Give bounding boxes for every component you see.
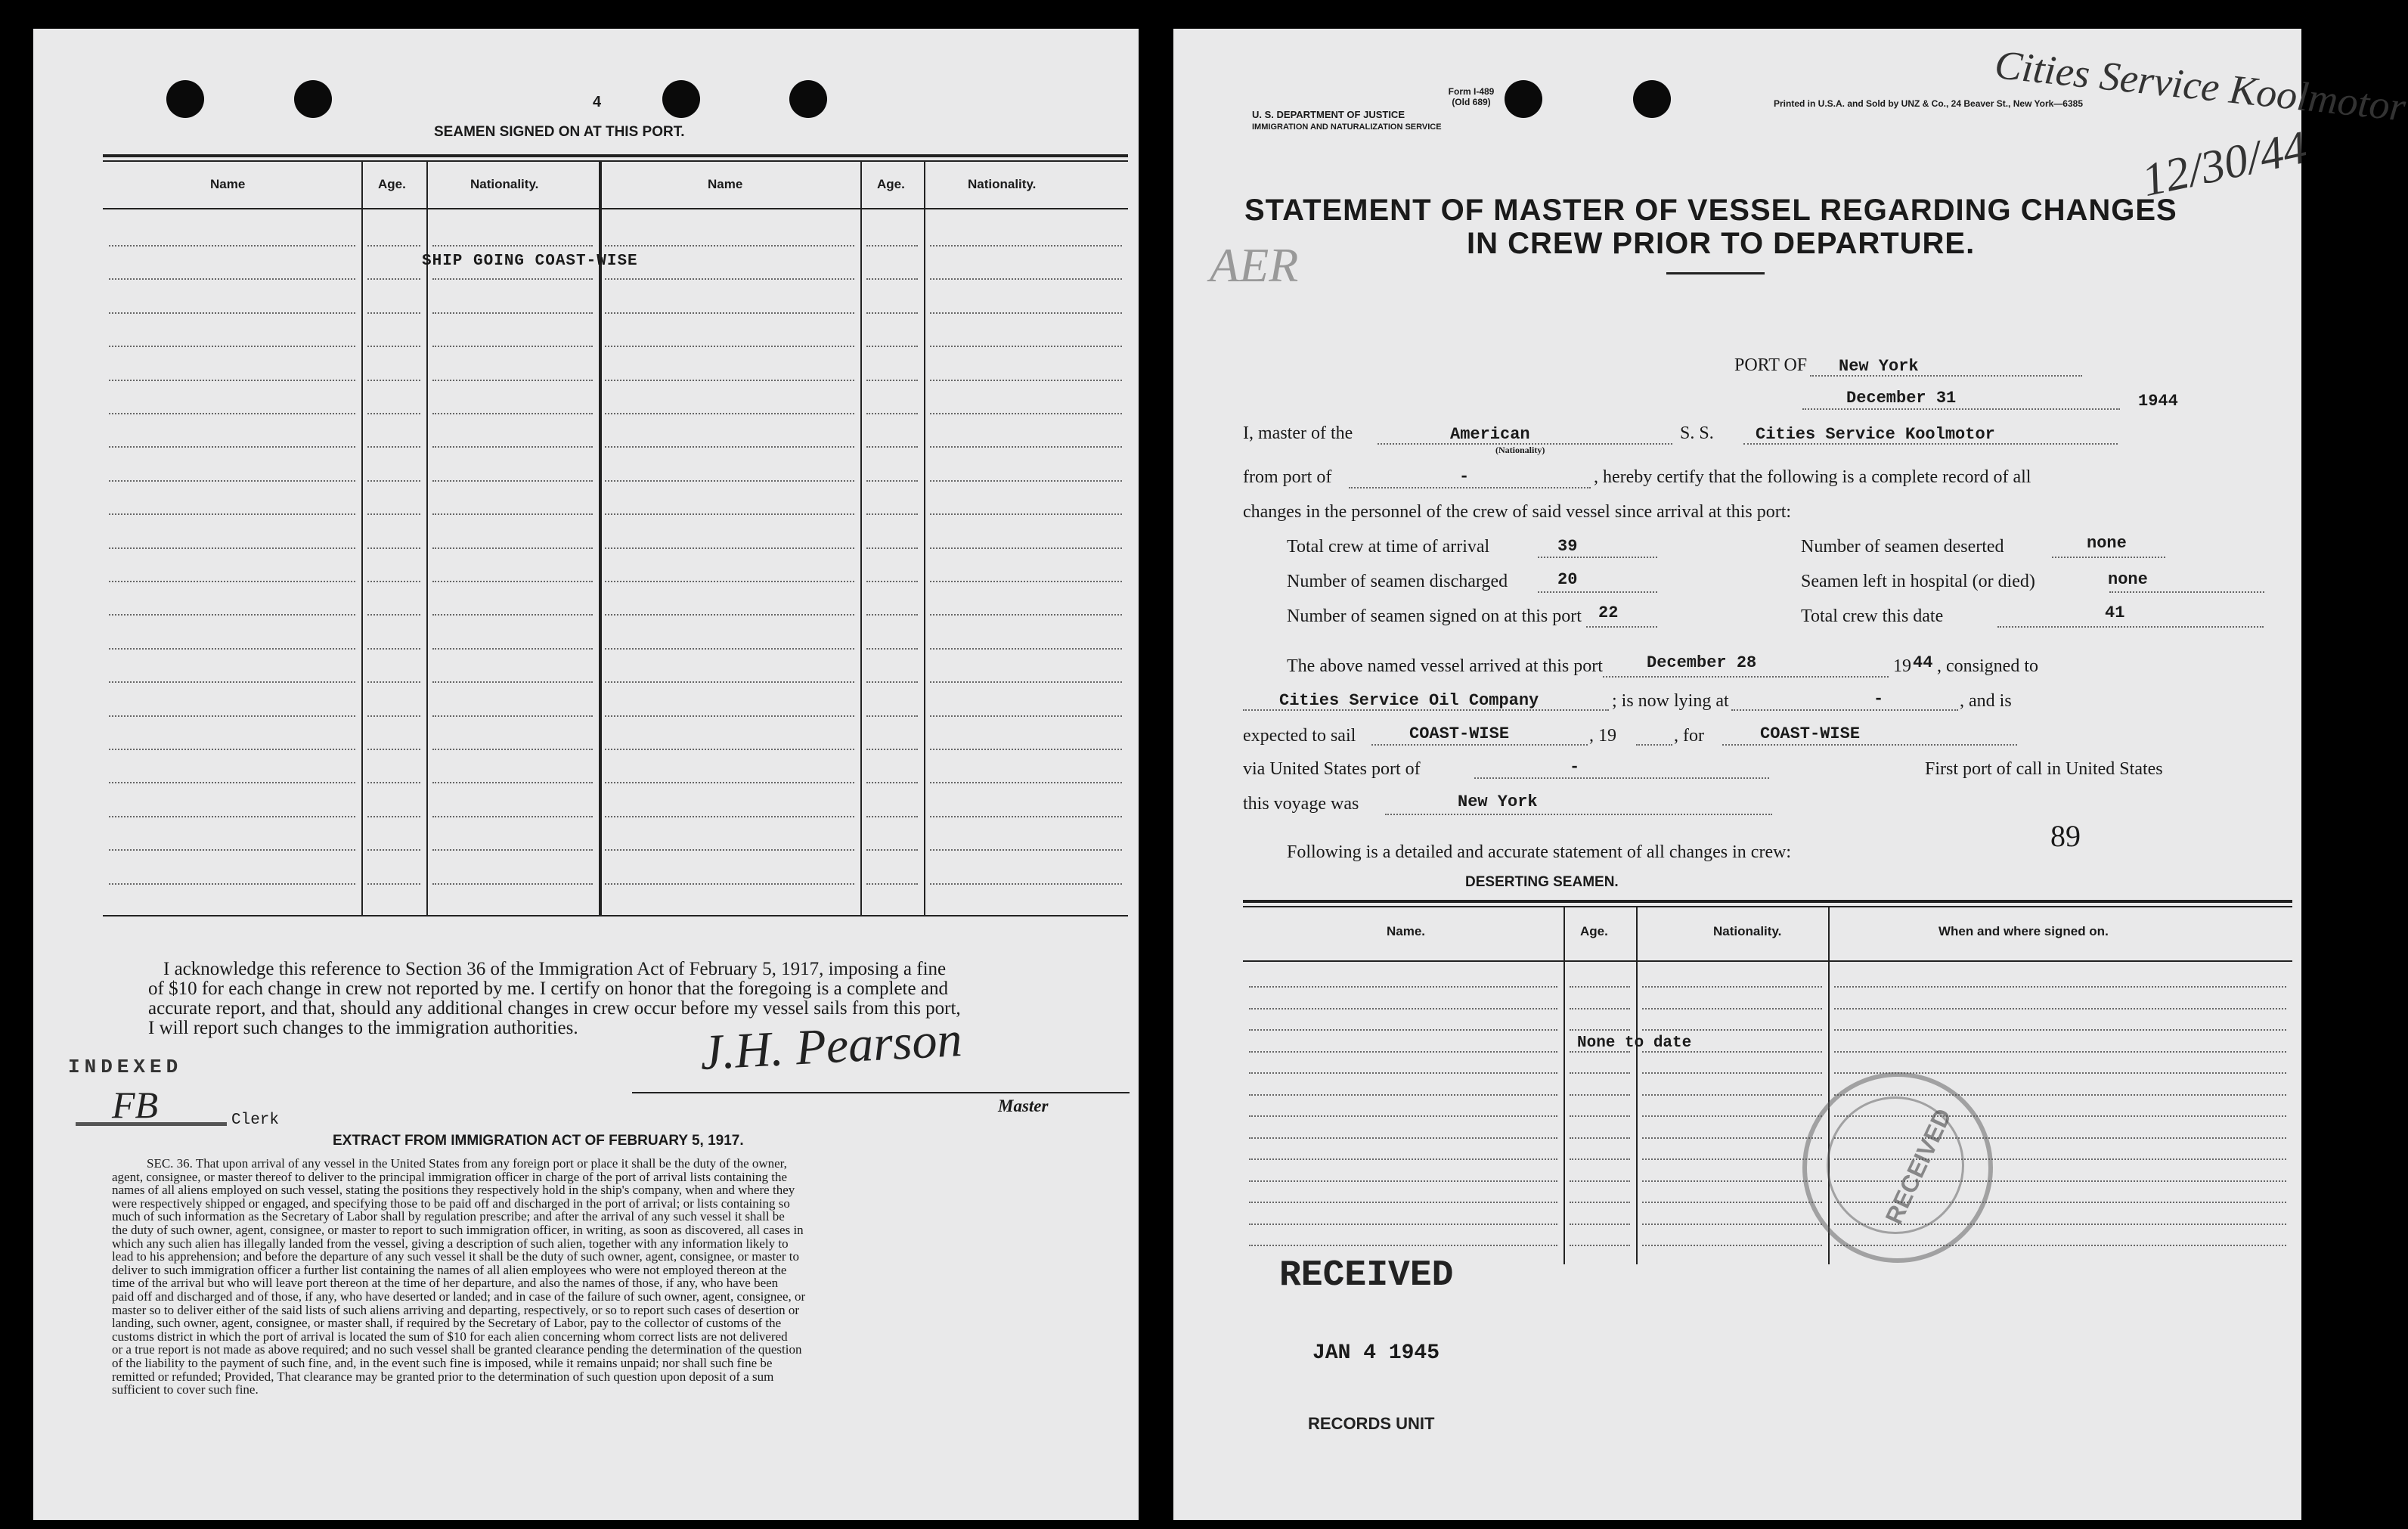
table-row-line bbox=[109, 581, 355, 582]
table-row-line bbox=[1249, 986, 1557, 988]
table-row-line bbox=[866, 513, 918, 515]
table-row-line bbox=[367, 614, 420, 616]
table-row-line bbox=[1249, 1029, 1557, 1031]
and-is-label: , and is bbox=[1960, 691, 2012, 711]
master-label: Master bbox=[998, 1096, 1049, 1115]
table-row-line bbox=[432, 581, 593, 582]
table-row-line bbox=[367, 312, 420, 314]
table-row-line bbox=[930, 446, 1122, 448]
table-row-line bbox=[866, 380, 918, 381]
table-row-line bbox=[1642, 1202, 1822, 1203]
table-row-line bbox=[432, 245, 593, 247]
extract-title: EXTRACT FROM IMMIGRATION ACT OF FEBRUARY 5, 1917. bbox=[333, 1133, 744, 1149]
column-header-age: Age. bbox=[1580, 924, 1608, 938]
deserting-title: DESERTING SEAMEN. bbox=[1465, 874, 1619, 890]
table-row-line bbox=[930, 480, 1122, 482]
table-row-line bbox=[432, 782, 593, 783]
table-row-line bbox=[1249, 1072, 1557, 1074]
table-row-line bbox=[367, 513, 420, 515]
voyage-label: this voyage was bbox=[1243, 794, 1359, 814]
table-row-line bbox=[866, 648, 918, 650]
table-row-line bbox=[367, 245, 420, 247]
form-old-number: (Old 689) bbox=[1452, 97, 1491, 107]
table-row-line bbox=[432, 480, 593, 482]
voyage-value: New York bbox=[1458, 792, 1538, 811]
sail-year-label: , 19 bbox=[1589, 726, 1616, 746]
table-row-line bbox=[605, 614, 854, 616]
extract-line: customs district in which the port of arrival is located the sum of $10 for each alien concerning whom correct lists are not delivered bbox=[112, 1329, 788, 1344]
table-row-line bbox=[605, 446, 854, 448]
table-row-line bbox=[930, 547, 1122, 549]
consignee-value: Cities Service Oil Company bbox=[1279, 691, 1539, 710]
ss-label: S. S. bbox=[1680, 423, 1714, 443]
deserted-label: Number of seamen deserted bbox=[1801, 537, 2004, 557]
table-row-line bbox=[109, 278, 355, 280]
for-label: , for bbox=[1674, 726, 1704, 746]
table-row-line bbox=[930, 883, 1122, 885]
table-row-line bbox=[1570, 1202, 1630, 1203]
table-row-line bbox=[866, 715, 918, 717]
table-row-line bbox=[866, 413, 918, 414]
table-row-line bbox=[109, 380, 355, 381]
column-header-age: Age. bbox=[378, 177, 406, 191]
arrived-year-prefix: 19 bbox=[1893, 656, 1911, 676]
table-row-line bbox=[1570, 1224, 1630, 1225]
table-row-line bbox=[866, 614, 918, 616]
form-title-line-1: STATEMENT OF MASTER OF VESSEL REGARDING CHANGES bbox=[1244, 194, 2177, 227]
table-row-line bbox=[367, 278, 420, 280]
table-row-line bbox=[432, 547, 593, 549]
table-row-line bbox=[1570, 1094, 1630, 1096]
changes-text: changes in the personnel of the crew of said vessel since arrival at this port: bbox=[1243, 502, 1792, 522]
table-row-line bbox=[1249, 1158, 1557, 1160]
table-row-line bbox=[866, 749, 918, 750]
table-row-line bbox=[605, 380, 854, 381]
table-row-line bbox=[367, 547, 420, 549]
table-row-line bbox=[1834, 1029, 2286, 1031]
table-row-line bbox=[605, 681, 854, 683]
nationality-caption: (Nationality) bbox=[1495, 445, 1545, 455]
extract-line: names of all aliens employed on such vessel, stating the positions they respectively hold in the ship's company, when and where they bbox=[112, 1183, 795, 1198]
total-date-value: 41 bbox=[2105, 603, 2125, 622]
table-row-line bbox=[605, 648, 854, 650]
table-row-line bbox=[109, 816, 355, 817]
table-row-line bbox=[605, 715, 854, 717]
table-row-line bbox=[1834, 986, 2286, 988]
table-row-line bbox=[930, 849, 1122, 851]
extract-line: were respectively shipped or engaged, and specifying those to be paid off and discharged in the port of arrival; or lists containing so bbox=[112, 1196, 790, 1211]
table-row-line bbox=[930, 380, 1122, 381]
table-row-line bbox=[866, 547, 918, 549]
table-row-line bbox=[109, 413, 355, 414]
table-row-line bbox=[605, 547, 854, 549]
lying-label: ; is now lying at bbox=[1612, 691, 1729, 711]
nationality-value: American bbox=[1450, 425, 1530, 444]
arrived-date: December 28 bbox=[1647, 653, 1757, 672]
table-row-line bbox=[109, 547, 355, 549]
form-number: Form I-489 bbox=[1448, 86, 1495, 97]
table-row-line bbox=[367, 749, 420, 750]
table-row-line bbox=[1570, 1008, 1630, 1010]
total-crew-label: Total crew at time of arrival bbox=[1287, 537, 1490, 557]
table-row-line bbox=[1570, 1245, 1630, 1246]
table-row-line bbox=[866, 681, 918, 683]
column-header-name: Name bbox=[210, 177, 246, 191]
table-row-line bbox=[866, 245, 918, 247]
signed-on-label: Number of seamen signed on at this port bbox=[1287, 606, 1582, 626]
clerk-label: Clerk bbox=[231, 1112, 280, 1129]
table-row-line bbox=[1642, 1115, 1822, 1117]
table-row-line bbox=[930, 782, 1122, 783]
table-row-line bbox=[109, 782, 355, 783]
table-row-line bbox=[1570, 1137, 1630, 1139]
table-row-line bbox=[1249, 1051, 1557, 1053]
received-date: JAN 4 1945 bbox=[1312, 1341, 1440, 1365]
arrived-label: The above named vessel arrived at this port bbox=[1287, 656, 1603, 676]
table-row-line bbox=[1249, 1180, 1557, 1182]
table-row-line bbox=[1249, 1094, 1557, 1096]
acknowledgement-line: accurate report, and that, should any additional changes in crew occur before my vessel sails from this port, bbox=[148, 998, 961, 1019]
department: U. S. DEPARTMENT OF JUSTICE bbox=[1252, 109, 1405, 120]
extract-line: master so to deliver either of the said lists of such aliens arriving and departing, respectively, or so to report such cases of desertion or bbox=[112, 1302, 800, 1317]
deserted-value: none bbox=[2087, 534, 2127, 553]
indexed-stamp: INDEXED bbox=[68, 1056, 183, 1078]
table-row-line bbox=[1834, 1008, 2286, 1010]
for-value: COAST-WISE bbox=[1760, 724, 1861, 743]
left-page bbox=[33, 29, 1139, 1520]
none-to-date-note: None to date bbox=[1577, 1034, 1692, 1052]
table-row-line bbox=[605, 581, 854, 582]
discharged-value: 20 bbox=[1557, 570, 1578, 589]
from-port-label: from port of bbox=[1243, 467, 1332, 487]
hospital-label: Seamen left in hospital (or died) bbox=[1801, 572, 2035, 591]
table-row-line bbox=[367, 346, 420, 347]
column-header-when-where: When and where signed on. bbox=[1938, 924, 2109, 938]
table-row-line bbox=[432, 278, 593, 280]
table-row-line bbox=[432, 446, 593, 448]
table-row-line bbox=[109, 849, 355, 851]
table-row-line bbox=[1570, 986, 1630, 988]
table-row-line bbox=[930, 245, 1122, 247]
arrived-year: 44 bbox=[1913, 653, 1933, 672]
master-signature: J.H. Pearson bbox=[699, 1011, 964, 1081]
column-header-nationality: Nationality. bbox=[470, 177, 539, 191]
table-row-line bbox=[930, 816, 1122, 817]
table-row-line bbox=[432, 816, 593, 817]
table-row-line bbox=[1642, 1094, 1822, 1096]
table-row-line bbox=[605, 816, 854, 817]
table-row-line bbox=[930, 749, 1122, 750]
discharged-label: Number of seamen discharged bbox=[1287, 572, 1508, 591]
table-row-line bbox=[367, 581, 420, 582]
following-label: Following is a detailed and accurate statement of all changes in crew: bbox=[1287, 842, 1792, 862]
section-title: SEAMEN SIGNED ON AT THIS PORT. bbox=[434, 124, 685, 140]
table-row-line bbox=[866, 346, 918, 347]
consigned-label: , consigned to bbox=[1937, 656, 2038, 676]
expected-label: expected to sail bbox=[1243, 726, 1356, 746]
table-row-line bbox=[605, 513, 854, 515]
extract-line: time of the arrival but who will leave port thereon at the time of her departure, and also the names of those, if any, who have been bbox=[112, 1276, 779, 1291]
right-page bbox=[1173, 29, 2408, 1520]
port-value: New York bbox=[1839, 357, 1919, 376]
table-row-line bbox=[109, 446, 355, 448]
table-row-line bbox=[605, 278, 854, 280]
table-row-line bbox=[109, 614, 355, 616]
column-header-nationality: Nationality. bbox=[1713, 924, 1782, 938]
table-row-line bbox=[930, 513, 1122, 515]
table-row-line bbox=[1570, 1158, 1630, 1160]
table-row-line bbox=[1642, 1224, 1822, 1225]
table-row-line bbox=[432, 312, 593, 314]
table-row-line bbox=[866, 278, 918, 280]
from-port-value: - bbox=[1459, 467, 1470, 486]
total-crew-value: 39 bbox=[1557, 537, 1578, 556]
date-value: December 31 bbox=[1846, 389, 1957, 408]
table-row-line bbox=[432, 749, 593, 750]
table-row-line bbox=[605, 480, 854, 482]
handwritten-date: 12/30/44 bbox=[2137, 121, 2312, 207]
table-row-line bbox=[1834, 1051, 2286, 1053]
hospital-value: none bbox=[2108, 570, 2148, 589]
table-row-line bbox=[1249, 1224, 1557, 1225]
table-row-line bbox=[367, 715, 420, 717]
table-row-line bbox=[432, 346, 593, 347]
table-row-line bbox=[605, 245, 854, 247]
table-row-line bbox=[367, 849, 420, 851]
table-row-line bbox=[1249, 1202, 1557, 1203]
extract-line: or a true report is not made as above required; and no such vessel shall be granted clearance pending the determination of the question bbox=[112, 1342, 802, 1357]
extract-line: deliver to such immigration officer a further list containing the names of all alien employees who were not employed thereon at the bbox=[112, 1262, 787, 1277]
column-header-age: Age. bbox=[877, 177, 905, 191]
port-label: PORT OF bbox=[1734, 355, 1808, 375]
extract-line: agent, consignee, or master thereof to deliver to the principal immigration officer in charge of the port of arrival lists containing the bbox=[112, 1169, 787, 1184]
table-row-line bbox=[1249, 1137, 1557, 1139]
table-row-line bbox=[109, 245, 355, 247]
table-row-line bbox=[930, 648, 1122, 650]
extract-line: the duty of such owner, agent, consignee, or master to report to such immigration officer, in writing, as soon as discovered, all cases in bbox=[112, 1223, 804, 1237]
table-row-line bbox=[367, 883, 420, 885]
year-value: 1944 bbox=[2138, 392, 2178, 411]
punch-hole bbox=[294, 80, 332, 118]
table-row-line bbox=[432, 413, 593, 414]
punch-hole bbox=[662, 80, 700, 118]
table-row-line bbox=[1642, 1137, 1822, 1139]
table-row-line bbox=[605, 782, 854, 783]
table-row-line bbox=[1642, 1072, 1822, 1074]
handwritten-vessel-note: Cities Service Koolmotor bbox=[1992, 41, 2408, 130]
certify-text: , hereby certify that the following is a complete record of all bbox=[1594, 467, 2031, 487]
table-row-line bbox=[109, 715, 355, 717]
table-row-line bbox=[1249, 1245, 1557, 1246]
column-header-nationality: Nationality. bbox=[968, 177, 1037, 191]
table-row-line bbox=[109, 480, 355, 482]
table-row-line bbox=[367, 681, 420, 683]
punch-hole bbox=[166, 80, 204, 118]
records-unit-stamp: RECORDS UNIT bbox=[1308, 1414, 1435, 1433]
extract-line: paid off and discharged and of those, if any, who have deserted or landed; and in case of the failure of such owner, agent, consignee, or bbox=[112, 1289, 806, 1304]
sail-value: COAST-WISE bbox=[1409, 724, 1510, 743]
signed-on-value: 22 bbox=[1598, 603, 1619, 622]
extract-line: sufficient to cover such fine. bbox=[112, 1382, 259, 1397]
punch-hole bbox=[789, 80, 827, 118]
table-row-line bbox=[109, 648, 355, 650]
table-row-line bbox=[109, 749, 355, 750]
via-label: via United States port of bbox=[1243, 759, 1421, 779]
table-row-line bbox=[1249, 1115, 1557, 1117]
extract-line: SEC. 36. That upon arrival of any vessel in the United States from any foreign port or place it shall be the duty of the owner, bbox=[147, 1156, 787, 1171]
table-row-line bbox=[367, 648, 420, 650]
table-row-line bbox=[866, 581, 918, 582]
acknowledgement-line: I acknowledge this reference to Section 36 of the Immigration Act of February 5, 1917, imposing a fine bbox=[163, 959, 947, 979]
table-row-line bbox=[1642, 1029, 1822, 1031]
table-row-line bbox=[367, 380, 420, 381]
lying-value: - bbox=[1873, 690, 1884, 709]
table-row-line bbox=[866, 849, 918, 851]
table-row-line bbox=[605, 346, 854, 347]
table-row-line bbox=[866, 883, 918, 885]
table-row-line bbox=[605, 312, 854, 314]
table-row-line bbox=[866, 446, 918, 448]
table-row-line bbox=[605, 749, 854, 750]
printer-note: Printed in U.S.A. and Sold by UNZ & Co., 24 Beaver St., New York—6385 bbox=[1774, 98, 2083, 109]
table-row-line bbox=[432, 380, 593, 381]
table-row-line bbox=[367, 413, 420, 414]
page-number: 4 bbox=[593, 94, 602, 110]
table-row-line bbox=[1249, 1008, 1557, 1010]
table-row-line bbox=[1570, 1115, 1630, 1117]
table-row-line bbox=[1642, 1180, 1822, 1182]
table-row-line bbox=[866, 312, 918, 314]
table-row-line bbox=[432, 849, 593, 851]
vessel-name: Cities Service Koolmotor bbox=[1756, 425, 1995, 444]
table-row-line bbox=[930, 413, 1122, 414]
table-row-line bbox=[930, 278, 1122, 280]
table-row-line bbox=[367, 446, 420, 448]
table-row-line bbox=[432, 648, 593, 650]
extract-line: lead to his apprehension; and before the departure of any such vessel it shall be the duty of such owner, agent, consignee, or master to bbox=[112, 1249, 800, 1264]
table-row-line bbox=[605, 849, 854, 851]
table-row-line bbox=[432, 883, 593, 885]
table-row-line bbox=[930, 346, 1122, 347]
extract-line: landing, such owner, agent, consignee, or master shall, if required by the Secretary of Labor, pay to the collector of customs of the bbox=[112, 1316, 782, 1331]
received-stamp: RECEIVED bbox=[1279, 1255, 1454, 1296]
extract-line: of the liability to the payment of such fine, and, in the event such fine is imposed, while it remains unpaid; nor shall such fine be bbox=[112, 1356, 773, 1370]
table-row-line bbox=[109, 312, 355, 314]
table-row-line bbox=[109, 681, 355, 683]
table-row-line bbox=[109, 346, 355, 347]
table-row-line bbox=[1570, 1029, 1630, 1031]
table-row-line bbox=[1642, 986, 1822, 988]
table-row-line bbox=[930, 581, 1122, 582]
table-row-line bbox=[1642, 1008, 1822, 1010]
table-row-line bbox=[930, 312, 1122, 314]
table-row-line bbox=[109, 883, 355, 885]
round-received-stamp bbox=[1802, 1072, 1993, 1263]
table-row-line bbox=[432, 513, 593, 515]
table-row-line bbox=[1642, 1245, 1822, 1246]
first-port-label: First port of call in United States bbox=[1925, 759, 2163, 779]
master-of-label: I, master of the bbox=[1243, 423, 1353, 443]
acknowledgement-line: I will report such changes to the immigration authorities. bbox=[148, 1018, 578, 1038]
handwritten-initials: AER bbox=[1210, 238, 1299, 292]
column-header-name: Name. bbox=[1387, 924, 1426, 938]
table-row-line bbox=[1570, 1180, 1630, 1182]
table-row-line bbox=[930, 681, 1122, 683]
table-row-line bbox=[605, 883, 854, 885]
table-row-line bbox=[367, 782, 420, 783]
column-header-name: Name bbox=[708, 177, 743, 191]
total-date-label: Total crew this date bbox=[1801, 606, 1944, 626]
table-row-line bbox=[1570, 1072, 1630, 1074]
table-row-line bbox=[367, 816, 420, 817]
table-row-line bbox=[109, 513, 355, 515]
typed-note: SHIP GOING COAST-WISE bbox=[422, 253, 638, 270]
round-stamp-text: RECEIVED bbox=[1880, 1104, 1957, 1229]
form-title-line-2: IN CREW PRIOR TO DEPARTURE. bbox=[1467, 227, 1976, 260]
table-row-line bbox=[367, 480, 420, 482]
punch-hole bbox=[1633, 80, 1671, 118]
table-row-line bbox=[866, 782, 918, 783]
table-row-line bbox=[432, 715, 593, 717]
extract-line: remitted or refunded; Provided, That clearance may be granted prior to the determination of such question upon deposit of a sum bbox=[112, 1369, 774, 1384]
extract-line: which any such alien has illegally landed from the vessel, giving a description of such alien, together with any information likely to bbox=[112, 1236, 789, 1251]
table-row-line bbox=[1642, 1158, 1822, 1160]
table-row-line bbox=[432, 614, 593, 616]
acknowledgement-line: of $10 for each change in crew not reported by me. I certify on honor that the foregoing is a complete and bbox=[148, 978, 948, 999]
service: IMMIGRATION AND NATURALIZATION SERVICE bbox=[1252, 123, 1442, 132]
table-row-line bbox=[866, 816, 918, 817]
page-note: 89 bbox=[2050, 819, 2081, 853]
extract-line: much of such information as the Secretary of Labor shall by regulation prescribe; and after the arrival of any such vessel it shall be bbox=[112, 1209, 785, 1224]
table-row-line bbox=[605, 413, 854, 414]
table-row-line bbox=[866, 480, 918, 482]
table-row-line bbox=[930, 715, 1122, 717]
clerk-initials: FB bbox=[112, 1084, 159, 1126]
table-row-line bbox=[930, 614, 1122, 616]
via-value: - bbox=[1570, 758, 1580, 777]
table-row-line bbox=[432, 681, 593, 683]
